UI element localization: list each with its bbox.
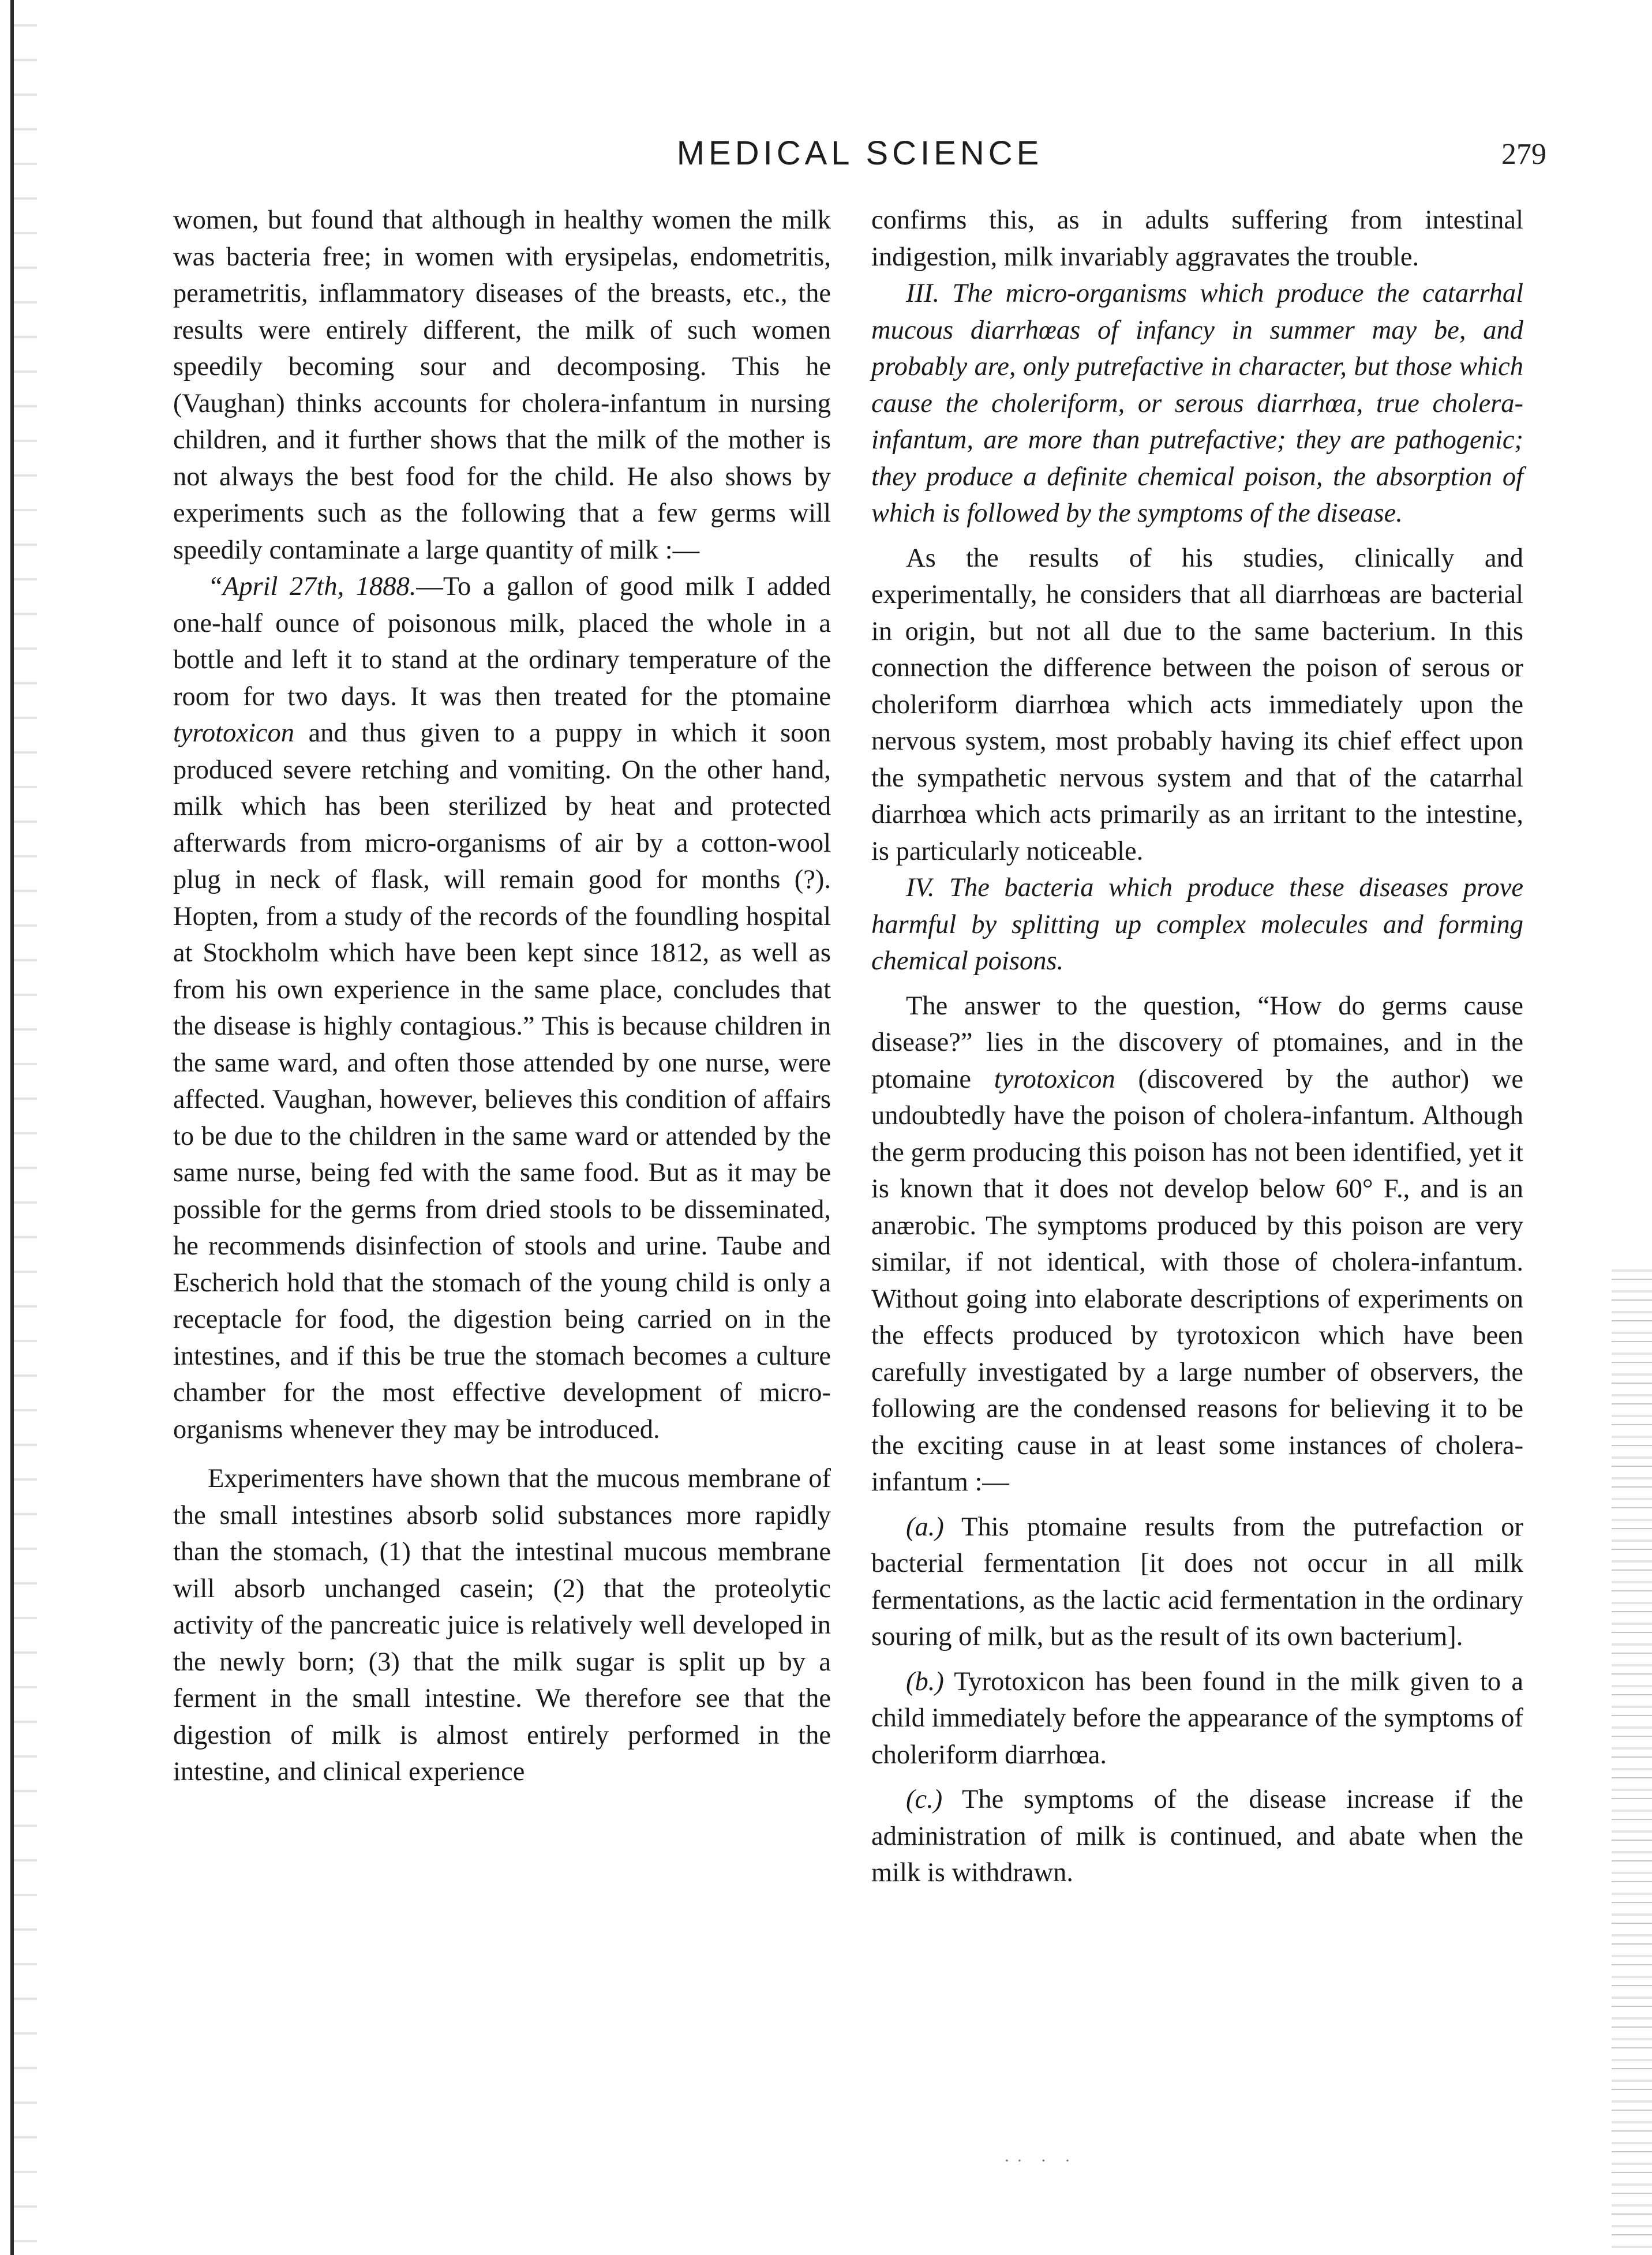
left-column <box>173 202 831 1790</box>
print-specks: ·· · · <box>1004 2151 1077 2170</box>
right-paragraph-1: confirms this, as in adults suffering from intestinal indigestion, milk invariably aggravates the trouble. <box>871 205 1523 272</box>
tyrotoxicon-term-2: tyrotoxicon <box>994 1064 1115 1094</box>
reason-c <box>871 1781 1523 1891</box>
proposition-iv: IV. The bacteria which produce these diseases prove harmful by splitting up complex molecules and forming chemical poisons. <box>871 873 1523 976</box>
page-edge-speckle <box>1612 1269 1652 2255</box>
experiment-date: “April 27th, 1888. <box>208 572 417 601</box>
left-paragraph-1: women, but found that although in healthy women the milk was bacteria free; in women with erysipelas, endometritis, perametritis, inflammatory diseases of the breasts, etc., the results were entirely different, the milk of such women speedily becoming sour and decomposing. This he (Vaughan) thinks accounts for cholera-infantum in nursing children, and it further shows that the milk of the mother is not always the best food for the child. He also shows by experiments such as the following that a few germs will speedily contaminate a large quantity of milk :— <box>173 205 831 565</box>
experiment-text-rest: and thus given to a puppy in which it soon produced severe retching and vomiting. On the other hand, milk which has been sterilized by heat and protected afterwards from micro-organisms of air by a cotton-wool plug in neck of flask, will remain good for months (?). Hopten, from a study of the records of the foundling hospital at Stockholm which have been kept since 1812, as well as from his own experience in the same place, concludes that the disease is highly contagious.” This is because children in the same ward, and often those attended by one nurse, were affected. Vaughan, however, believes this condition of affairs to be due to the children in the same ward or attended by the same nurse, being fed with the same food. But as it may be possible for the germs from dried stools to be disseminated, he recommends disinfection of stools and urine. Taube and Escherich hold that the stomach of the young child is only a receptacle for food, the digestion being carried on in the intestines, and if this be true the stomach becomes a culture chamber for the most effective development of micro-organisms whenever they may be introduced. <box>173 718 831 1444</box>
right-paragraph-3: As the results of his studies, clinically and experimentally, he considers that all diarrhœas are bacterial in origin, but not all due to the same bacterium. In this connection the difference between the poison of serous or choleriform diarrhœa which acts immediately upon the nervous system, most probably having its chief effect upon the sympathetic nervous system and that of the catarrhal diarrhœa which acts primarily as an irritant to the intestine, is particularly noticeable. <box>871 543 1523 866</box>
reason-c-label: (c.) <box>906 1785 943 1814</box>
proposition-iii: III. The micro-organisms which produce the catarrhal mucous diarrhœas of infancy in summer may be, and probably are, only putrefactive in character, but those which cause the choleriform, or serous diarrhœa, true cholera-infantum, are more than putrefactive; they are pathogenic; they produce a definite chemical poison, the absorption of which is followed by the symptoms of the disease. <box>871 279 1523 528</box>
page-number: 279 <box>1501 138 1546 171</box>
left-paragraph-2 <box>173 568 831 1448</box>
running-head <box>173 134 1546 180</box>
reason-c-text: The symptoms of the disease increase if the administration of milk is continued, and abate when the milk is withdrawn. <box>871 1785 1523 1887</box>
reason-a-label: (a.) <box>906 1512 944 1542</box>
answer-text: The answer to the question, “How do germs cause disease?” lies in the discovery of ptomaines, and in the ptomaine <box>871 991 1523 1094</box>
reason-a <box>871 1509 1523 1655</box>
running-head-title: MEDICAL SCIENCE <box>676 134 1043 172</box>
answer-text-rest: (discovered by the author) we undoubtedly have the poison of cholera-infantum. Although the germ producing this poison has not been identified, yet it is known that it does not develop below 60° F., and is an anærobic. The symptoms produced by this poison are very similar, if not identical, with those of cholera-infantum. Without going into elaborate descriptions of experiments on the effects produced by tyrotoxicon which have been carefully investigated by a large number of observers, the following are the condensed reasons for believing it to be the exciting cause in at least some instances of cholera-infantum :— <box>871 1064 1523 1497</box>
tyrotoxicon-term: tyrotoxicon <box>173 718 295 748</box>
reason-b-label: (b.) <box>906 1666 944 1696</box>
experiment-text: —To a gallon of good milk I added one-half ounce of poisonous milk, placed the whole in a bottle and left it to stand at the ordinary temperature of the room for two days. It was then treated for the ptomaine <box>173 572 831 711</box>
right-column <box>871 202 1523 1891</box>
left-paragraph-3: Experimenters have shown that the mucous membrane of the small intestines absorb solid substances more rapidly than the stomach, (1) that the intestinal mucous membrane will absorb unchanged casein; (2) that the proteolytic activity of the pancreatic juice is relatively well developed in the newly born; (3) that the milk sugar is split up by a ferment in the small intestine. We therefore see that the digestion of milk is almost entirely performed in the intestine, and clinical experience <box>173 1464 831 1786</box>
reason-b-text: Tyrotoxicon has been found in the milk given to a child immediately before the appearance of the symptoms of choleriform diarrhœa. <box>871 1666 1523 1770</box>
right-paragraph-5 <box>871 988 1523 1501</box>
binding-edge-shadow <box>10 0 37 2255</box>
reason-b <box>871 1664 1523 1774</box>
reason-a-text: This ptomaine results from the putrefaction or bacterial fermentation [it does not occur in all milk fermentations, as the lactic acid fermentation in the ordinary souring of milk, but as the result of its own bacterium]. <box>871 1512 1523 1651</box>
